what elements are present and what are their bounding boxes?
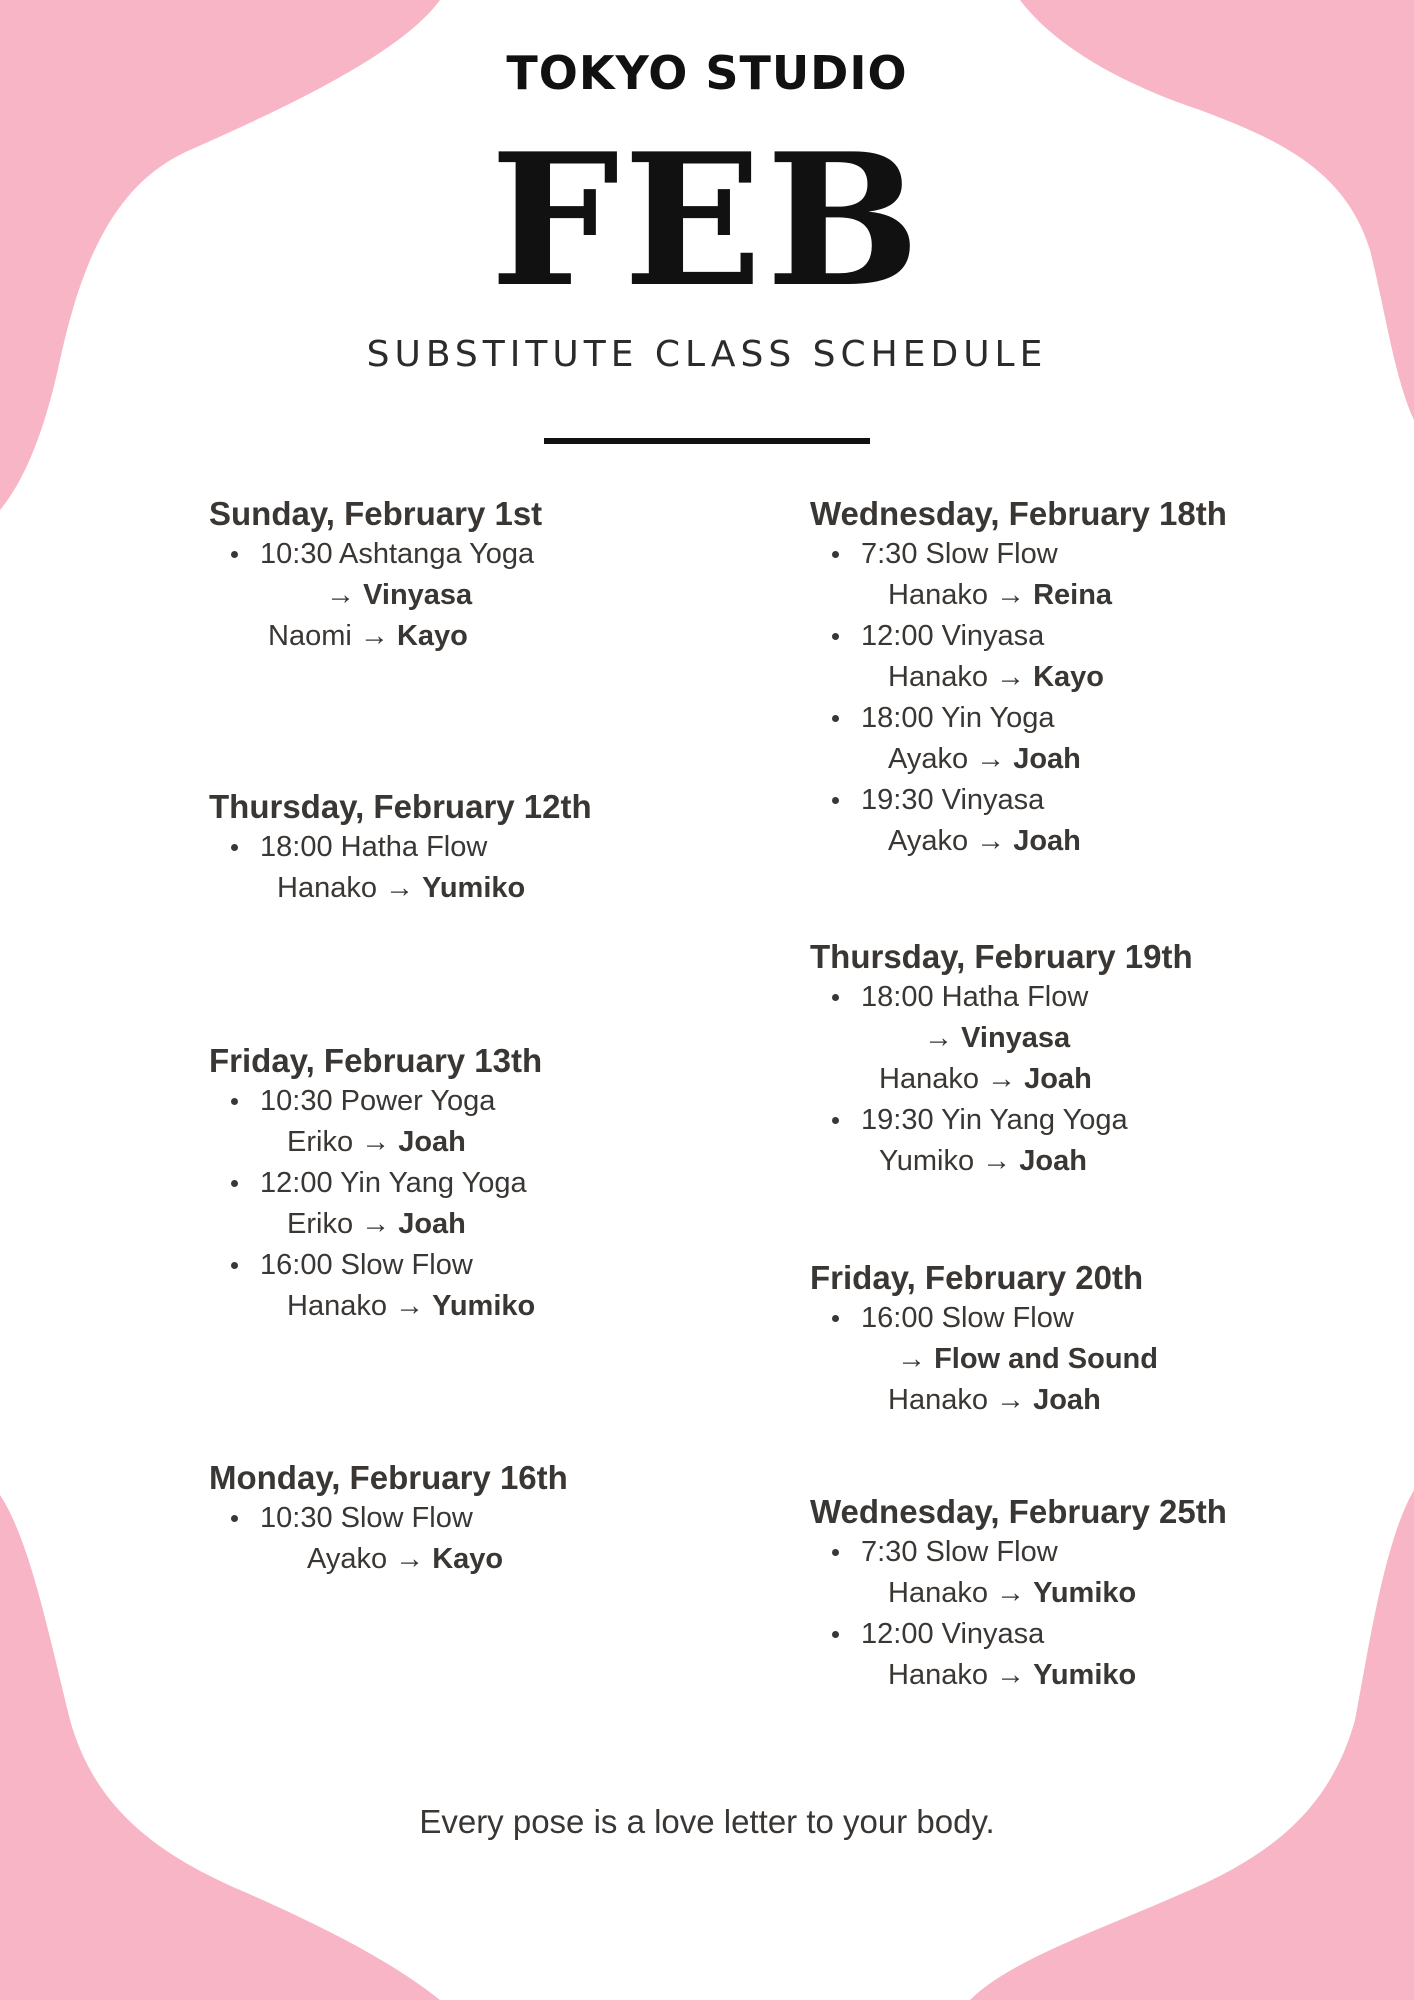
class-list	[209, 1081, 542, 1327]
arrow-icon: →	[968, 743, 1014, 775]
day-heading: Wednesday, February 18th	[810, 495, 1227, 532]
day-heading: Sunday, February 1st	[209, 495, 543, 532]
substitute-teacher: Kayo	[432, 1543, 504, 1575]
class-time-name: 19:30 Yin Yang Yoga	[861, 1104, 1128, 1136]
class-item	[810, 780, 1227, 862]
teacher-change-line	[260, 616, 542, 657]
teacher-change-line	[861, 1059, 1193, 1100]
original-teacher: Hanako	[277, 872, 377, 904]
arrow-icon: →	[968, 825, 1014, 857]
class-item	[810, 616, 1227, 698]
class-time-name: 16:00 Slow Flow	[861, 1302, 1074, 1334]
original-teacher: Hanako	[888, 579, 988, 611]
teacher-change-line	[260, 868, 592, 909]
class-time-name: 18:00 Hatha Flow	[260, 831, 488, 863]
class-time-name: 18:00 Yin Yoga	[861, 702, 1055, 734]
arrow-icon: →	[351, 620, 397, 652]
class-item	[209, 534, 542, 657]
substitute-teacher: Joah	[1033, 1384, 1101, 1416]
day-heading: Thursday, February 19th	[810, 938, 1193, 975]
day-heading: Friday, February 20th	[810, 1259, 1144, 1296]
arrow-icon: →	[987, 1577, 1034, 1609]
teacher-change-line	[260, 1286, 542, 1327]
original-teacher: Hanako	[287, 1290, 387, 1322]
arrow-icon: →	[974, 1145, 1020, 1177]
day-block-feb-20	[810, 1258, 1158, 1421]
day-block-feb-16	[209, 1458, 568, 1580]
class-item	[810, 534, 1227, 616]
teacher-change-line	[861, 657, 1227, 698]
class-list	[810, 534, 1227, 862]
class-time-name: 10:30 Ashtanga Yoga	[260, 538, 535, 570]
class-change-line	[861, 1339, 1158, 1380]
arrow-icon: →	[386, 1290, 433, 1322]
class-time-name: 10:30 Slow Flow	[260, 1502, 473, 1534]
original-teacher: Hanako	[888, 1577, 988, 1609]
class-item	[810, 1298, 1158, 1421]
class-time-name: 19:30 Vinyasa	[861, 784, 1045, 816]
class-time-name: 7:30 Slow Flow	[861, 538, 1058, 570]
arrow-icon: →	[978, 1063, 1025, 1095]
new-class-name: Flow and Sound	[934, 1343, 1158, 1375]
day-heading: Friday, February 13th	[209, 1042, 543, 1079]
original-teacher: Hanako	[879, 1063, 979, 1095]
teacher-change-line	[260, 1539, 568, 1580]
class-change-line	[260, 575, 542, 616]
substitute-teacher: Joah	[1024, 1063, 1092, 1095]
arrow-icon: →	[987, 661, 1034, 693]
substitute-teacher: Joah	[1013, 825, 1081, 857]
arrow-icon: →	[353, 1126, 399, 1158]
class-time-name: 12:00 Yin Yang Yoga	[260, 1167, 527, 1199]
class-item	[810, 1614, 1227, 1696]
teacher-change-line	[861, 1380, 1158, 1421]
teacher-change-line	[861, 1141, 1193, 1182]
class-item	[810, 698, 1227, 780]
class-item	[810, 977, 1193, 1100]
teacher-change-line	[861, 1655, 1227, 1696]
original-teacher: Ayako	[888, 825, 969, 857]
day-block-feb-19	[810, 937, 1193, 1182]
title-divider	[544, 438, 870, 444]
substitute-teacher: Yumiko	[432, 1290, 536, 1322]
class-item	[209, 1245, 542, 1327]
class-list	[810, 977, 1193, 1182]
month-title: FEB	[490, 113, 924, 327]
class-item	[810, 1532, 1227, 1614]
class-time-name: 16:00 Slow Flow	[260, 1249, 473, 1281]
substitute-teacher: Reina	[1033, 579, 1113, 611]
original-teacher: Eriko	[287, 1208, 354, 1240]
teacher-change-line	[861, 821, 1227, 862]
class-time-name: 10:30 Power Yoga	[260, 1085, 496, 1117]
class-time-name: 18:00 Hatha Flow	[861, 981, 1089, 1013]
arrow-icon: →	[987, 1659, 1034, 1691]
substitute-teacher: Joah	[1013, 743, 1081, 775]
class-list	[810, 1298, 1158, 1421]
arrow-icon: →	[987, 579, 1034, 611]
arrow-icon: →	[376, 872, 423, 904]
original-teacher: Naomi	[268, 620, 352, 652]
substitute-teacher: Kayo	[1033, 661, 1105, 693]
teacher-change-line	[861, 575, 1227, 616]
class-time-name: 7:30 Slow Flow	[861, 1536, 1058, 1568]
teacher-change-line	[861, 1573, 1227, 1614]
arrow-icon: →	[897, 1343, 935, 1375]
class-item	[810, 1100, 1193, 1182]
day-heading: Monday, February 16th	[209, 1459, 568, 1496]
class-item	[209, 1081, 542, 1163]
teacher-change-line	[861, 739, 1227, 780]
substitute-teacher: Yumiko	[1033, 1659, 1137, 1691]
day-heading: Thursday, February 12th	[209, 788, 592, 825]
class-list	[209, 827, 592, 909]
arrow-icon: →	[353, 1208, 399, 1240]
class-list	[209, 534, 542, 657]
original-teacher: Ayako	[888, 743, 969, 775]
new-class-name: Vinyasa	[363, 579, 473, 611]
class-item	[209, 1163, 542, 1245]
studio-name: TOKYO STUDIO	[506, 46, 908, 100]
substitute-teacher: Kayo	[396, 620, 468, 652]
arrow-icon: →	[924, 1022, 962, 1054]
schedule-subtitle: SUBSTITUTE CLASS SCHEDULE	[366, 334, 1048, 375]
footer-quote: Every pose is a love letter to your body.	[419, 1803, 995, 1840]
class-list	[810, 1532, 1227, 1696]
class-time-name: 12:00 Vinyasa	[861, 1618, 1045, 1650]
original-teacher: Ayako	[307, 1543, 388, 1575]
new-class-name: Vinyasa	[961, 1022, 1071, 1054]
arrow-icon: →	[326, 579, 364, 611]
day-block-feb-1	[209, 494, 542, 657]
arrow-icon: →	[987, 1384, 1034, 1416]
class-time-name: 12:00 Vinyasa	[861, 620, 1045, 652]
original-teacher: Eriko	[287, 1126, 354, 1158]
class-item	[209, 1498, 568, 1580]
teacher-change-line	[260, 1204, 542, 1245]
day-block-feb-25	[810, 1492, 1227, 1696]
class-list	[209, 1498, 568, 1580]
day-heading: Wednesday, February 25th	[810, 1493, 1227, 1530]
original-teacher: Hanako	[888, 1384, 988, 1416]
teacher-change-line	[260, 1122, 542, 1163]
original-teacher: Yumiko	[879, 1145, 975, 1177]
class-change-line	[861, 1018, 1193, 1059]
arrow-icon: →	[387, 1543, 433, 1575]
day-block-feb-13	[209, 1041, 542, 1327]
substitute-teacher: Yumiko	[1033, 1577, 1137, 1609]
class-item	[209, 827, 592, 909]
substitute-teacher: Yumiko	[422, 872, 526, 904]
original-teacher: Hanako	[888, 661, 988, 693]
day-block-feb-12	[209, 787, 592, 909]
day-block-feb-18	[810, 494, 1227, 862]
substitute-teacher: Joah	[398, 1126, 466, 1158]
substitute-teacher: Joah	[1019, 1145, 1087, 1177]
original-teacher: Hanako	[888, 1659, 988, 1691]
substitute-teacher: Joah	[398, 1208, 466, 1240]
